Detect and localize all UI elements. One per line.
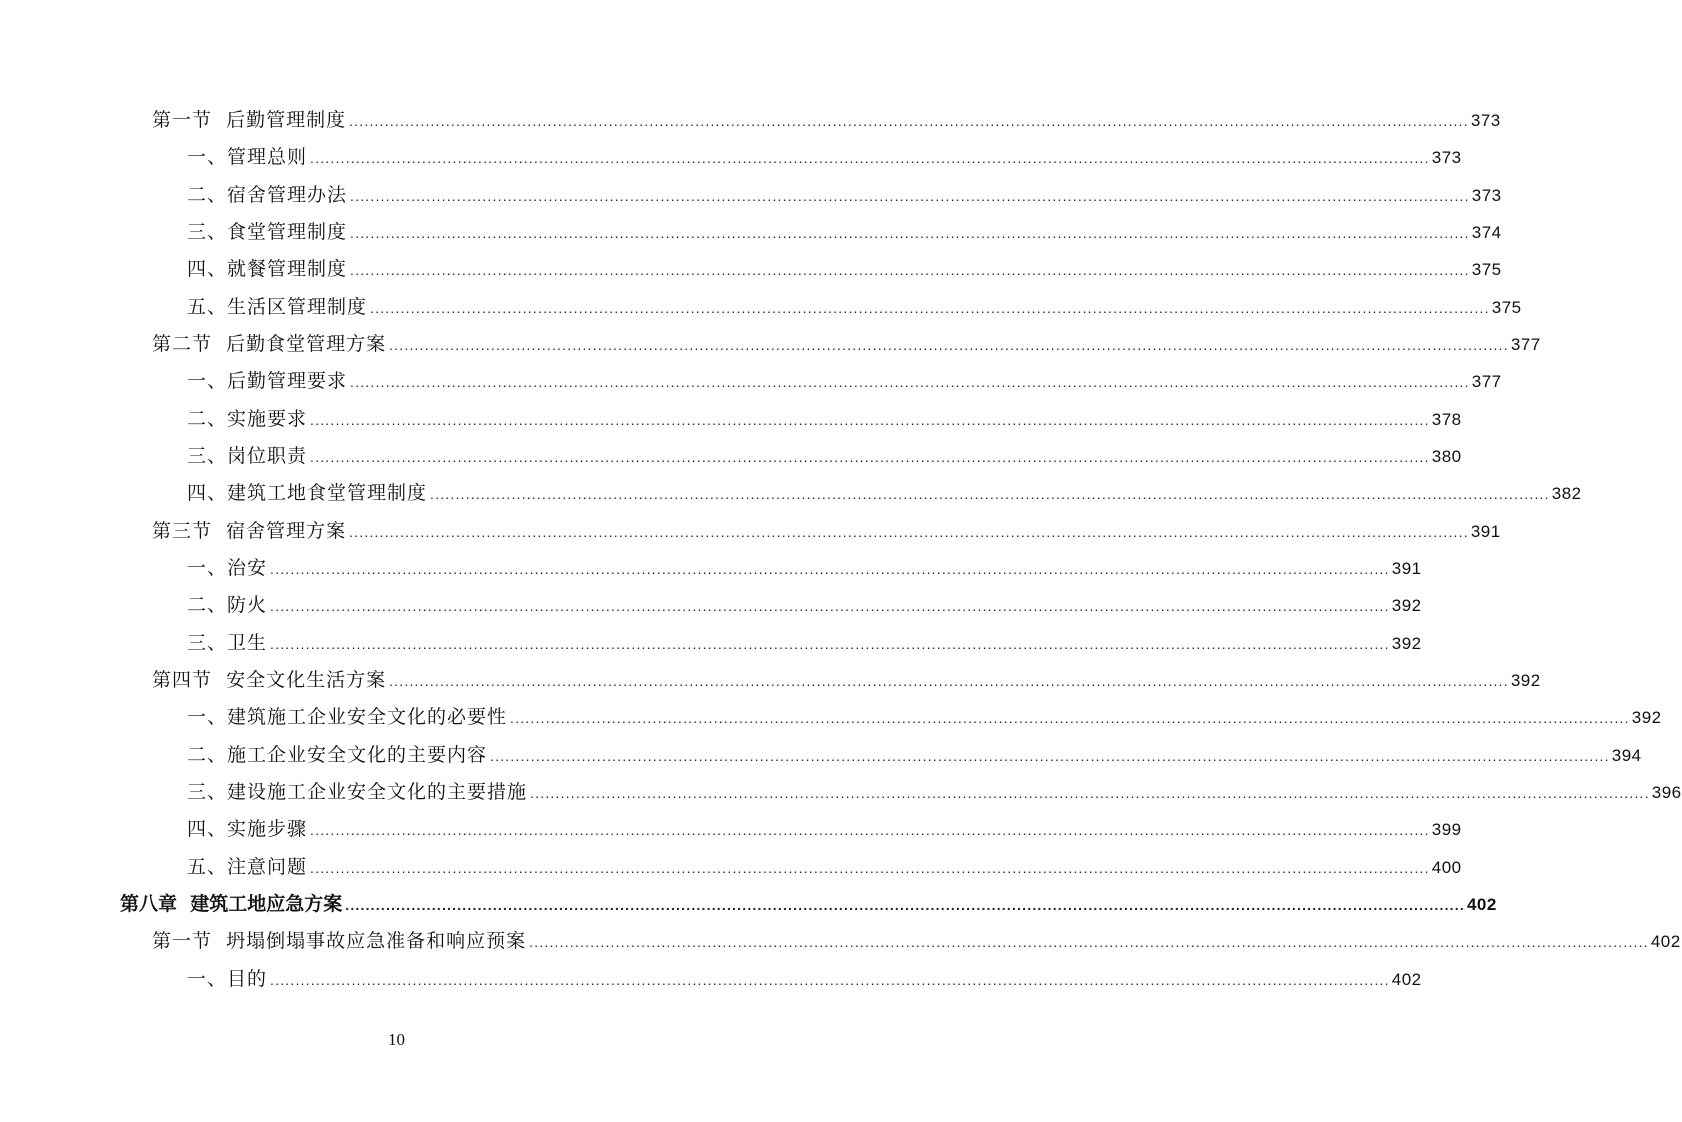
- toc-entry[interactable]: [187, 778, 1682, 806]
- toc-entry[interactable]: [187, 965, 1422, 993]
- toc-entry-label: 第八章 建筑工地应急方案: [120, 893, 343, 915]
- toc-entry-page: 392: [1391, 634, 1422, 653]
- toc-entry-label: 一、管理总则: [187, 146, 308, 168]
- toc-entry[interactable]: [187, 703, 1662, 731]
- toc-entry-page: 374: [1471, 223, 1502, 242]
- toc-entry-label: 四、就餐管理制度: [187, 258, 348, 280]
- toc-entry-label: 第四节 安全文化生活方案: [152, 669, 387, 691]
- toc-entry-label: 第一节 后勤管理制度: [152, 109, 347, 131]
- toc-entry-page: 377: [1510, 335, 1541, 354]
- dot-leader: ............................................................................................................................................................................................................................: [530, 785, 1650, 801]
- dot-leader: ............................................................................................................................................................................................................................: [270, 636, 1390, 652]
- dot-leader: ............................................................................................................................................................................................................................: [370, 300, 1490, 316]
- dot-leader: ............................................................................................................................................................................................................................: [510, 710, 1630, 726]
- toc-entry-page: 375: [1471, 260, 1502, 279]
- toc-entry[interactable]: [187, 181, 1502, 209]
- toc-entry-page: 378: [1431, 410, 1462, 429]
- toc-entry-label: 三、卫生: [187, 632, 268, 654]
- dot-leader: ............................................................................................................................................................................................................................: [529, 934, 1649, 950]
- toc-entry-page: 392: [1510, 671, 1541, 690]
- toc-entry[interactable]: [187, 143, 1462, 171]
- toc-entry-page: 402: [1650, 932, 1681, 951]
- toc-entry-page: 373: [1470, 111, 1501, 130]
- dot-leader: ............................................................................................................................................................................................................................: [270, 972, 1390, 988]
- toc-entry[interactable]: [187, 255, 1502, 283]
- toc-entry-page: 373: [1471, 186, 1502, 205]
- dot-leader: ............................................................................................................................................................................................................................: [490, 748, 1610, 764]
- toc-entry-label: 三、食堂管理制度: [187, 221, 348, 243]
- dot-leader: ............................................................................................................................................................................................................................: [349, 113, 1469, 129]
- dot-leader: ............................................................................................................................................................................................................................: [430, 486, 1550, 502]
- page-number: 10: [388, 1030, 405, 1049]
- toc-entry[interactable]: [187, 554, 1422, 582]
- toc-entry-page: 392: [1391, 596, 1422, 615]
- dot-leader: ............................................................................................................................................................................................................................: [310, 822, 1430, 838]
- toc-entry[interactable]: [187, 591, 1422, 619]
- toc-entry-page: 394: [1611, 746, 1642, 765]
- toc-entry-page: 402: [1466, 895, 1497, 914]
- toc-entry[interactable]: [187, 479, 1582, 507]
- toc-entry[interactable]: [187, 293, 1522, 321]
- toc-entry-page: 377: [1471, 372, 1502, 391]
- toc-entry-page: 392: [1631, 708, 1662, 727]
- toc-entry[interactable]: [187, 442, 1462, 470]
- toc-entry-label: 一、目的: [187, 968, 268, 990]
- toc-entry[interactable]: [152, 106, 1501, 134]
- toc-entry-label: 四、建筑工地食堂管理制度: [187, 482, 428, 504]
- toc-entry-label: 五、注意问题: [187, 856, 308, 878]
- toc-entry-label: 第一节 坍塌倒塌事故应急准备和响应预案: [152, 930, 527, 952]
- toc-entry-page: 399: [1431, 820, 1462, 839]
- dot-leader: ............................................................................................................................................................................................................................: [310, 449, 1430, 465]
- dot-leader: ............................................................................................................................................................................................................................: [270, 561, 1390, 577]
- toc-entry-page: 402: [1391, 970, 1422, 989]
- toc-entry-page: 391: [1391, 559, 1422, 578]
- toc-entry[interactable]: [152, 517, 1501, 545]
- dot-leader: ............................................................................................................................................................................................................................: [350, 188, 1470, 204]
- dot-leader: ............................................................................................................................................................................................................................: [389, 673, 1509, 689]
- toc-entry[interactable]: [187, 218, 1502, 246]
- dot-leader: ............................................................................................................................................................................................................................: [350, 262, 1470, 278]
- toc-entry-label: 一、后勤管理要求: [187, 370, 348, 392]
- toc-entry-label: 三、岗位职责: [187, 445, 308, 467]
- toc-entry-label: 二、宿舍管理办法: [187, 184, 348, 206]
- dot-leader: ............................................................................................................................................................................................................................: [310, 150, 1430, 166]
- dot-leader: ............................................................................................................................................................................................................................: [345, 897, 1465, 913]
- toc-entry-label: 二、施工企业安全文化的主要内容: [187, 744, 488, 766]
- toc-entry-page: 396: [1651, 783, 1682, 802]
- toc-entry-label: 一、治安: [187, 557, 268, 579]
- toc-entry[interactable]: [152, 666, 1541, 694]
- dot-leader: ............................................................................................................................................................................................................................: [389, 337, 1509, 353]
- toc-entry[interactable]: [187, 629, 1422, 657]
- toc-entry-label: 三、建设施工企业安全文化的主要措施: [187, 781, 528, 803]
- toc-entry-page: 375: [1491, 298, 1522, 317]
- toc-entry-page: 380: [1431, 447, 1462, 466]
- toc-entry[interactable]: [187, 815, 1462, 843]
- dot-leader: ............................................................................................................................................................................................................................: [310, 860, 1430, 876]
- dot-leader: ............................................................................................................................................................................................................................: [270, 598, 1390, 614]
- toc-entry-label: 五、生活区管理制度: [187, 296, 368, 318]
- dot-leader: ............................................................................................................................................................................................................................: [350, 374, 1470, 390]
- toc-entry[interactable]: [152, 330, 1541, 358]
- toc-entry-label: 四、实施步骤: [187, 818, 308, 840]
- toc-entry-page: 391: [1470, 522, 1501, 541]
- toc-entry-label: 第三节 宿舍管理方案: [152, 520, 347, 542]
- dot-leader: ............................................................................................................................................................................................................................: [350, 225, 1470, 241]
- toc-entry-label: 一、建筑施工企业安全文化的必要性: [187, 706, 508, 728]
- toc-entry-label: 二、实施要求: [187, 408, 308, 430]
- toc-entry[interactable]: [187, 405, 1462, 433]
- toc-entry-page: 382: [1551, 484, 1582, 503]
- dot-leader: ............................................................................................................................................................................................................................: [349, 524, 1469, 540]
- toc-entry[interactable]: [187, 741, 1642, 769]
- toc-entry-label: 第二节 后勤食堂管理方案: [152, 333, 387, 355]
- toc-entry[interactable]: [187, 367, 1502, 395]
- toc-chapter-entry[interactable]: [120, 890, 1497, 918]
- toc-entry[interactable]: [187, 853, 1462, 881]
- dot-leader: ............................................................................................................................................................................................................................: [310, 412, 1430, 428]
- toc-entry-page: 400: [1431, 858, 1462, 877]
- toc-entry-label: 二、防火: [187, 594, 268, 616]
- toc-entry[interactable]: [152, 927, 1681, 955]
- toc-entry-page: 373: [1431, 148, 1462, 167]
